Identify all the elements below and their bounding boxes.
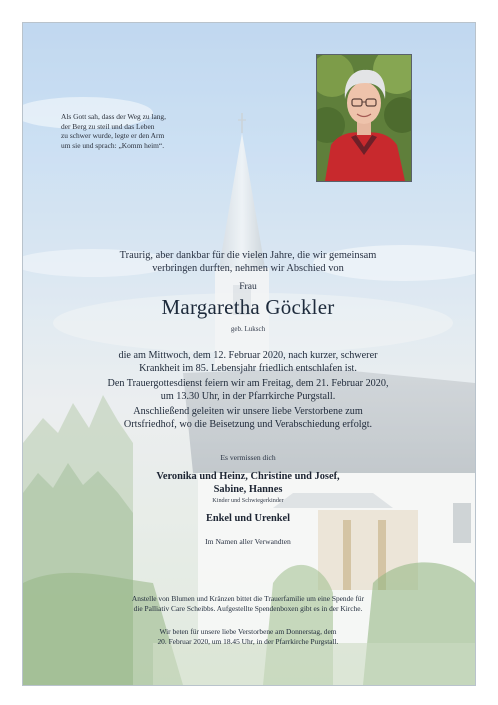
- relatives-note: Im Namen aller Verwandten: [205, 537, 291, 546]
- donation-line: Anstelle von Blumen und Kränzen bittet die Trauerfamilie um eine Spende für: [131, 594, 365, 603]
- family-relation-note: Kinder und Schwiegerkinder: [212, 497, 284, 504]
- portrait-image: [317, 55, 411, 181]
- poem-line: Als Gott sah, dass der Weg zu lang,: [61, 112, 166, 121]
- portrait-photo: [316, 54, 412, 182]
- donation-request: [22, 594, 474, 614]
- donation-line: die Palliativ Care Scheibbs. Aufgestellte Spendenboxen gibt es in der Kirche.: [133, 603, 363, 613]
- prayer-notice: [22, 627, 474, 647]
- intro-line: verbringen durften, nehmen wir Abschied von: [152, 263, 344, 275]
- honorific: Frau: [239, 281, 257, 292]
- prayer-line: Wir beten für unsere liebe Verstorbene am Donnerstag, dem: [159, 627, 337, 636]
- poem-line: zu schwer wurde, legte er den Arm: [61, 131, 165, 141]
- service-line: um 13.30 Uhr, in der Pfarrkirche Purgstall.: [160, 391, 336, 402]
- family-line: Sabine, Hannes: [213, 484, 283, 495]
- death-line: Krankheit im 85. Lebensjahr friedlich entschlafen ist.: [139, 363, 357, 374]
- death-line: die am Mittwoch, dem 12. Februar 2020, nach kurzer, schwerer: [118, 350, 378, 361]
- service-line: Den Trauergottesdienst feiern wir am Freitag, dem 21. Februar 2020,: [107, 378, 389, 389]
- grandchildren: Enkel und Urenkel: [205, 513, 291, 524]
- prayer-line: 20. Februar 2020, um 18.45 Uhr, in der Pfarrkirche Purgstall.: [157, 636, 339, 646]
- poem-line: um sie und sprach: „Komm heim“.: [61, 140, 165, 150]
- family-line: Veronika und Heinz, Christine und Josef,: [156, 471, 340, 482]
- poem-line: der Berg zu steil und das Leben: [61, 121, 155, 131]
- maiden-name: geb. Luksch: [230, 325, 266, 333]
- intro-line: Traurig, aber dankbar für die vielen Jahre, die wir gemeinsam: [119, 250, 377, 261]
- mourners-intro: Es vermissen dich: [220, 453, 276, 462]
- burial-notice: [22, 405, 474, 431]
- death-notice: [22, 349, 474, 375]
- poem: [61, 112, 211, 150]
- family-names: [22, 470, 474, 496]
- burial-line: Ortsfriedhof, wo die Beisetzung und Verabschiedung erfolgt.: [123, 419, 373, 430]
- intro-text: [22, 249, 474, 276]
- funeral-service: [22, 377, 474, 403]
- deceased-name: Margaretha Göckler: [161, 295, 335, 319]
- burial-line: Anschließend geleiten wir unsere liebe Verstorbene zum: [133, 406, 363, 417]
